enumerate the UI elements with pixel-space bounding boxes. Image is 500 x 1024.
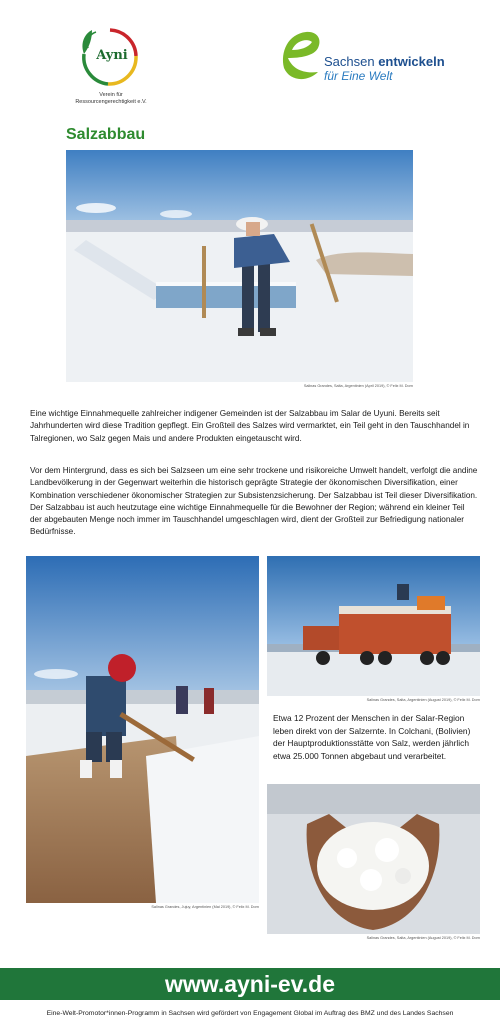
- ayni-logo: [70, 22, 160, 110]
- page-title: Salzabbau: [66, 126, 146, 143]
- salt-miner-photo: [66, 150, 413, 382]
- salt-truck-scene: [267, 556, 480, 696]
- ayni-subtitle: [70, 92, 152, 106]
- left-photo-caption: Salinas Grandes, Jujuy, Argentinien (Mai 2019), © Felix M. Dorn: [151, 905, 259, 909]
- logo-line1: [324, 54, 445, 69]
- ayni-wordmark: Ayni: [96, 48, 128, 63]
- e-swoosh-icon: [278, 28, 322, 84]
- funding-note: Eine-Welt-Promotor*innen-Programm in Sachsen wird gefördert von Engagement Global im Auftrag des BMZ und des Landes Sachsen: [46, 1010, 454, 1017]
- logo-line1-bold: entwickeln: [378, 54, 445, 69]
- website-link[interactable]: www.ayni-ev.de: [165, 971, 335, 997]
- ayni-subtitle-line2: Ressourcengerechtigkeit e.V.: [75, 99, 147, 105]
- sachsen-entwickeln-logo: [278, 28, 448, 88]
- intro-paragraph: Eine wichtige Einnahmequelle zahlreicher indigener Gemeinden ist der Salzabbau im Salar de Uyuni. Bereits seit Jahrhunderten wird diese Tradition gepflegt. Ein Großteil des Salzes wird vermarktet, ein Teil geht in den Tauschhandel in Talregionen, wo Salz gegen Mais und andere Produkten eingetauscht wird.: [30, 409, 470, 443]
- salt-truck-photo: [267, 556, 480, 696]
- colchani-paragraph: Etwa 12 Prozent der Menschen in der Salar-Region leben direkt von der Salzernte. In Colchani, (Bolivien) der Hauptproduktionsstätte von Salz, werden jährlich etwa 25.000 Tonnen abgebaut und verarbeitet.: [273, 713, 471, 761]
- truck-photo-caption: Salinas Grandes, Salta, Argentinien (August 2019), © Felix M. Dorn: [366, 698, 480, 702]
- footer-bar: [0, 968, 500, 1000]
- salt-hands-photo: [267, 784, 480, 934]
- logo-line1-normal: Sachsen: [324, 54, 379, 69]
- ayni-subtitle-line1: Verein für: [99, 92, 123, 98]
- logo-line2: für Eine Welt: [324, 69, 393, 83]
- salt-flat-scene: [66, 150, 413, 382]
- hands-photo-caption: Salinas Grandes, Salta, Argentinien (August 2019), © Felix M. Dorn: [366, 936, 480, 940]
- salt-pool-scene: [26, 556, 259, 903]
- context-paragraph: Vor dem Hintergrund, dass es sich bei Salzseen um eine sehr trockene und risikoreiche Umwelt handelt, verfolgt die andine Landbevölkerung in der Gegenwart weiterhin die historisch geprägte Strategie der ökonomischen Diversifikation, einer Kombination verschiedener ökonomischer Strategien zur Subsistenzsicherung. Der Salzabbau ist Teil dieser Diversifikation. Der Salzabbau ist auch heutzutage eine wichtige Einnahmequelle für die Bewohner der Region; während ein kleiner Teil der abgebauten Menge noch immer im Tauschhandel umgeschlagen wird, dient der Großteil zur Befriedigung nationaler Bedürfnisse.: [30, 466, 478, 537]
- salt-workers-photo: [26, 556, 259, 903]
- salt-hands-scene: [267, 784, 480, 934]
- main-photo-caption: Salinas Grandes, Salta, Argentinien (April 2019), © Felix M. Dorn: [303, 384, 413, 388]
